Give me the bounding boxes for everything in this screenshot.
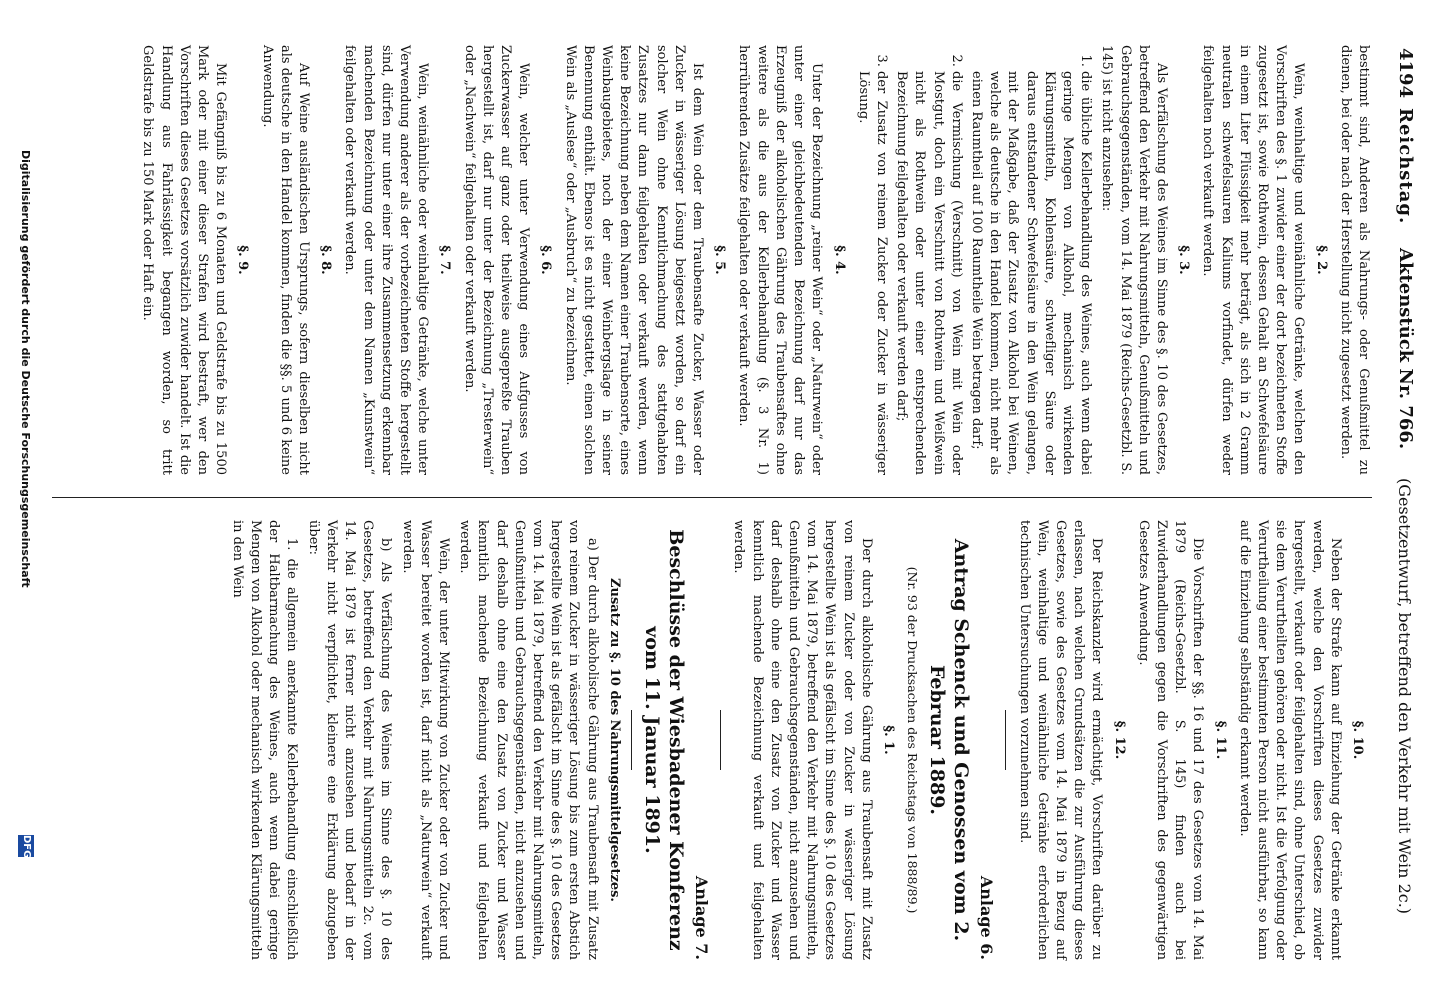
attachment-label: Anlage 7. — [692, 875, 712, 960]
section-heading: §. 12. — [1111, 720, 1127, 760]
section-heading: §. 8. — [318, 245, 334, 275]
list-item: 1. die übliche Kellerbehandlung des Weines, auch wenn dabei geringe Mengen von Alkohol, mechanisch wirkenden Klärungsmitteln, Kohlensäure, schwefliger Säure oder daraus entstandener Schwefelsäure in den Wein gelangen, mit der Maßgabe, daß der Zusatz von Alkohol bei Weinen, welche als deutsche in den Handel kommen, nicht mehr als einen Raumtheil auf 100 Raumtheile Wein betragen darf; — [967, 71, 1094, 475]
attachment-label: Anlage 6. — [977, 875, 997, 960]
section-heading: §. 5. — [712, 245, 728, 275]
section-heading: §. 7. — [437, 245, 453, 275]
paragraph: b) Als Verfälschung des Weines im Sinne des §. 10 des Gesetzes, betreffend den Verkehr mit Nahrungsmitteln 2c. vom 14. Mai 1879 ist ferner nicht anzusehen und bedarf in der Verkehr nicht verpflichtet, kleinere eine Erklärung abzugeben über: — [305, 520, 394, 960]
separator — [631, 710, 632, 770]
paragraph: Wein, weinhaltige und weinähnliche Getränke, welchen den Vorschriften des §. 1 zuwider einer der dort bezeichneten Stoffe zugesetzt ist, sowie Rothwein, dessen Gehalt an Schwefelsäure in einem Liter Flüssigkeit mehr beträgt, als sich in 2 Gramm neutralen schwefelsauren Kaliums vorfindet, dürfen weder feilgehalten noch verkauft werden. — [1200, 45, 1307, 475]
paragraph: Mit Gefängniß bis zu 6 Monaten und Geldstrafe bis zu 1500 Mark oder mit einer dieser Strafen wird bestraft, wer den Vorschriften dieses Gesetzes vorsätzlich zuwider handelt. Ist die Handlung aus Fahrlässigkeit begangen worden, so tritt Geldstrafe bis zu 150 Mark oder Haft ein. — [140, 45, 229, 475]
page-number: 4194 — [1395, 48, 1416, 99]
paragraph: bestimmt sind, Anderen als Nahrungs- oder Genußmittel zu dienen, bei oder nach der Herstellung nicht zugesetzt werden. — [1337, 45, 1371, 475]
paragraph: Ist dem Wein oder dem Traubensafte Zucker, Wasser oder Zucker in wässeriger Lösung beigesetzt worden, so darf ein solcher Wein ohne Kenntlichmachung des stattgehabten Zusatzes nur dann feilgehalten oder verkauft werden, wenn keine Bezeichnung neben dem Namen einer Traubensorte, eines Weinbaugebietes, noch der einer Weinbergslage in seiner Benennung enthält. Ebenso ist es nicht gestattet, einen solchen Wein als „Auslese“ oder „Ausbruch“ zu bezeichnen. — [562, 45, 706, 475]
paragraph: Wein, weinähnliche oder weinhaltige Getränke, welche unter Verwendung anderer als der vorbezeichneten Stoffe hergestellt sind, dürfen nur unter einer ihre Zusammensetzung erkennbar machenden Bezeichnung oder unter dem Namen „Kunstwein“ feilgehalten oder verkauft werden. — [342, 45, 431, 475]
attachment-title: Antrag Schenck und Genossen vom 2. Februar 1889. — [926, 538, 973, 942]
paragraph: Wein, welcher unter Verwendung eines Aufgusses von Zuckerwasser auf ganz oder theilweise ausgepreßte Trauben hergestellt ist, darf nur unter der Bezeichnung „Tresterwein“ oder „Nachwein“ feilgehalten oder verkauft werden. — [461, 45, 532, 475]
header-attachment: Aktenstück Nr. 766. — [1395, 248, 1416, 450]
paragraph: Auf Weine ausländischen Ursprungs, sofern dieselben nicht als deutsche in den Handel kommen, finden die §§. 5 und 6 keine Anwendung. — [259, 45, 312, 475]
paragraph: Neben der Strafe kann auf Einziehung der Getränke erkannt werden, welche den Vorschriften dieses Gesetzes zuwider hergestellt, verkauft oder feilgehalten sind, ohne Unterschied, ob sie dem Verurtheilten gehören oder nicht. Ist die Verfolgung oder Verurtheilung einer bestimmten Person nicht ausführbar, so kann auf die Einziehung selbständig erkannt werden. — [1236, 520, 1343, 960]
paragraph: Unter der Bezeichnung „reiner Wein“ oder „Naturwein“ oder unter einer gleichbedeutenden Bezeichnung darf nur das Erzeugniß der alkoholischen Gährung des Traubensaftes ohne weitere als die aus der Kellerbehandlung (§. 3 Nr. 1) herrührenden Zusätze feilgehalten oder verkauft werden. — [736, 45, 825, 475]
section-heading: §. 2. — [1313, 245, 1329, 275]
paragraph: Der durch alkoholische Gährung aus Traubensaft mit Zusatz von reinem Zucker oder von Zucker in wässeriger Lösung hergestellte Wein ist als gefälscht im Sinne des §. 10 des Gesetzes vom 14. Mai 1879, betreffend den Verkehr mit Nahrungsmitteln, Genußmitteln und Gebrauchsgegenständen, nicht anzusehen und darf deshalb ohne eine den Zusatz von Zucker und Wasser kenntlich machende Bezeichnung verkauft und feilgehalten werden. — [731, 520, 874, 960]
right-column — [225, 520, 1372, 960]
section-heading: §. 9. — [235, 245, 251, 275]
digitization-footer — [0, 0, 42, 1000]
list — [854, 45, 1095, 475]
paragraph: 1. die allgemein anerkannte Kellerbehandlung einschließlich der Haltbarmachung des Weines, auch wenn dabei geringe Mengen von Alkohol oder mechanisch wirkenden Klärungsmitteln in den Wein — [229, 520, 300, 960]
list-item: 3. der Zusatz von reinem Zucker oder Zucker in wässeriger Lösung. — [854, 71, 890, 475]
left-column — [135, 45, 1372, 475]
paragraph: Wein, der unter Mitwirkung von Zucker oder von Zucker und Wasser bereitet worden ist, darf nicht als „Naturwein“ verkauft werden. — [399, 520, 452, 960]
section-heading: Zusatz zu §. 10 des Nahrungsmittelgesetzes. — [606, 578, 622, 902]
list-item: 2. die Vermischung (Verschnitt) von Wein mit Wein oder Mostgut, doch ein Verschnitt von Rothwein und Weißwein nicht als Rothwein oder unter einer entsprechenden Bezeichnung feilgehalten oder verkauft werden darf; — [892, 71, 965, 475]
dfg-logo: DFG — [18, 835, 34, 857]
page-header — [1388, 48, 1422, 948]
paragraph: Als Verfälschung des Weines im Sinne des §. 10 des Gesetzes, betreffend den Verkehr mit Nahrungsmitteln, Genußmitteln und Gebrauchsgegenständen, vom 14. Mai 1879 (Reichs-Gesetzbl. S. 145) ist nicht anzusehen: — [1099, 45, 1169, 475]
section-heading: §. 3. — [1176, 245, 1192, 275]
paragraph: Die Vorschriften der §§. 16 und 17 des Gesetzes vom 14. Mai 1879 (Reichs-Gesetzbl. S. 145) finden auch bei Zuwiderhandlungen gegen die Vorschriften des gegenwärtigen Gesetzes Anwendung. — [1135, 520, 1206, 960]
paragraph: a) Der durch alkoholische Gährung aus Traubensaft mit Zusatz von reinem Zucker in wässeriger Lösung bis zum ersten Abstich hergestellte Wein ist als gefälscht im Sinne des §. 10 des Gesetzes vom 14. Mai 1879, betreffend den Verkehr mit Nahrungsmitteln, Genußmitteln und Gebrauchsgegenständen, nicht anzusehen und darf deshalb ohne eine den Zusatz von Zucker und Wasser kenntlich machende Bezeichnung verkauft und feilgehalten werden. — [457, 520, 600, 960]
section-heading: §. 11. — [1212, 720, 1228, 760]
separator — [1005, 710, 1006, 770]
separator — [720, 710, 721, 770]
attachment-subtitle: (Nr. 93 der Drucksachen des Reichstags von 1888/89.) — [905, 566, 921, 914]
section-heading: §. 10. — [1350, 720, 1365, 760]
section-heading: §. 6. — [538, 245, 554, 275]
column-divider — [52, 497, 1372, 498]
section-heading: §. 4. — [831, 245, 847, 275]
header-section: Reichstag. — [1395, 108, 1416, 225]
section-heading: §. 1. — [880, 725, 896, 755]
header-title: (Gesetzentwurf, betreffend den Verkehr mit Wein 2c.) — [1395, 478, 1414, 915]
paragraph: Der Reichskanzler wird ermächtigt, Vorschriften darüber zu erlassen, nach welchen Grundsätzen die zur Ausführung dieses Gesetzes, sowie des Gesetzes vom 14. Mai 1879 in Bezug auf Wein, weinhaltige und weinähnliche Getränke erforderlichen technischen Untersuchungen vorzunehmen sind. — [1016, 520, 1105, 960]
digitization-text: Digitalisierung gefördert durch die Deutsche Forschungsgemeinschaft — [19, 150, 32, 588]
attachment-title: Beschlüsse der Wiesbadener Konferenz vom 11. Januar 1891. — [640, 529, 687, 951]
